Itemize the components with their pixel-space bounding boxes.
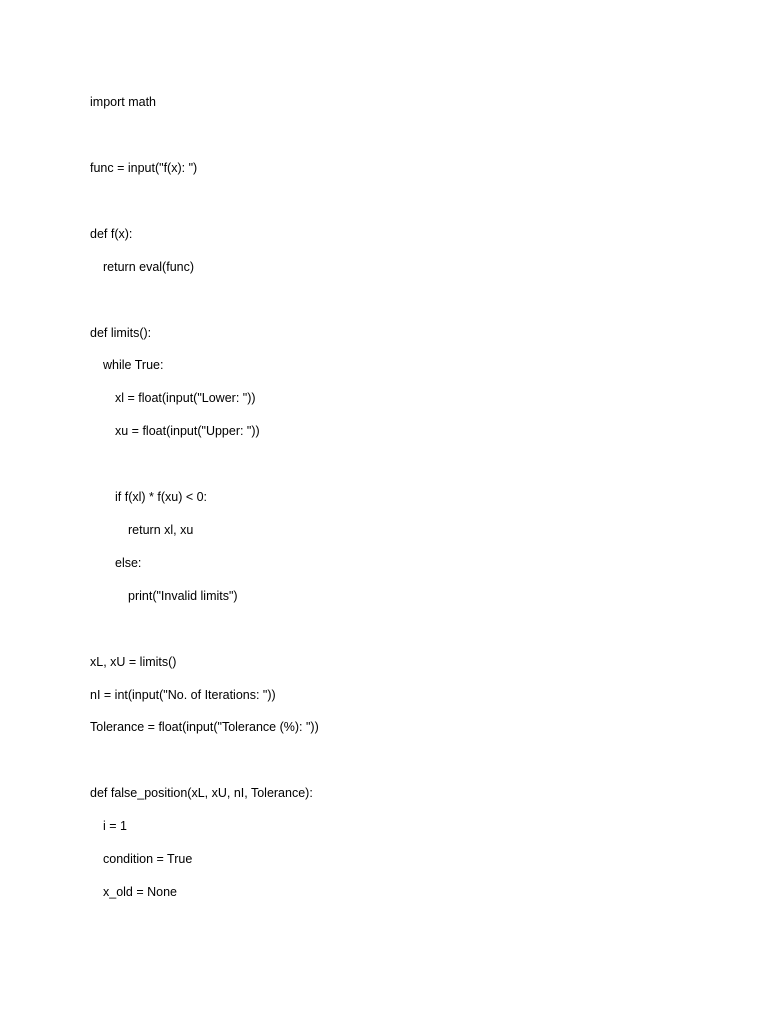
code-line-iterations-input: nI = int(input("No. of Iterations: ")) xyxy=(90,688,276,702)
code-line-while-true: while True: xyxy=(103,358,164,372)
code-line-def-limits: def limits(): xyxy=(90,326,152,340)
code-line-def-f: def f(x): xyxy=(90,227,133,241)
code-line-else: else: xyxy=(115,556,142,570)
code-line-return-limits: return xl, xu xyxy=(128,523,194,537)
code-line-condition-init: condition = True xyxy=(103,852,193,866)
code-line-def-false-position: def false_position(xL, xU, nI, Tolerance): xyxy=(90,786,313,800)
code-line-i-init: i = 1 xyxy=(103,819,127,833)
code-line-tolerance-input: Tolerance = float(input("Tolerance (%): ")) xyxy=(90,720,319,734)
code-line-xl-input: xl = float(input("Lower: ")) xyxy=(115,391,256,405)
code-line-return-eval: return eval(func) xyxy=(103,260,195,274)
code-line-call-limits: xL, xU = limits() xyxy=(90,655,177,669)
code-line-xu-input: xu = float(input("Upper: ")) xyxy=(115,424,260,438)
code-line-print-invalid: print("Invalid limits") xyxy=(128,589,238,603)
code-line-import: import math xyxy=(90,95,156,109)
code-line-if-sign-check: if f(xl) * f(xu) < 0: xyxy=(115,490,208,504)
code-line-func-input: func = input("f(x): ") xyxy=(90,161,198,175)
code-line-x-old-init: x_old = None xyxy=(103,885,178,899)
